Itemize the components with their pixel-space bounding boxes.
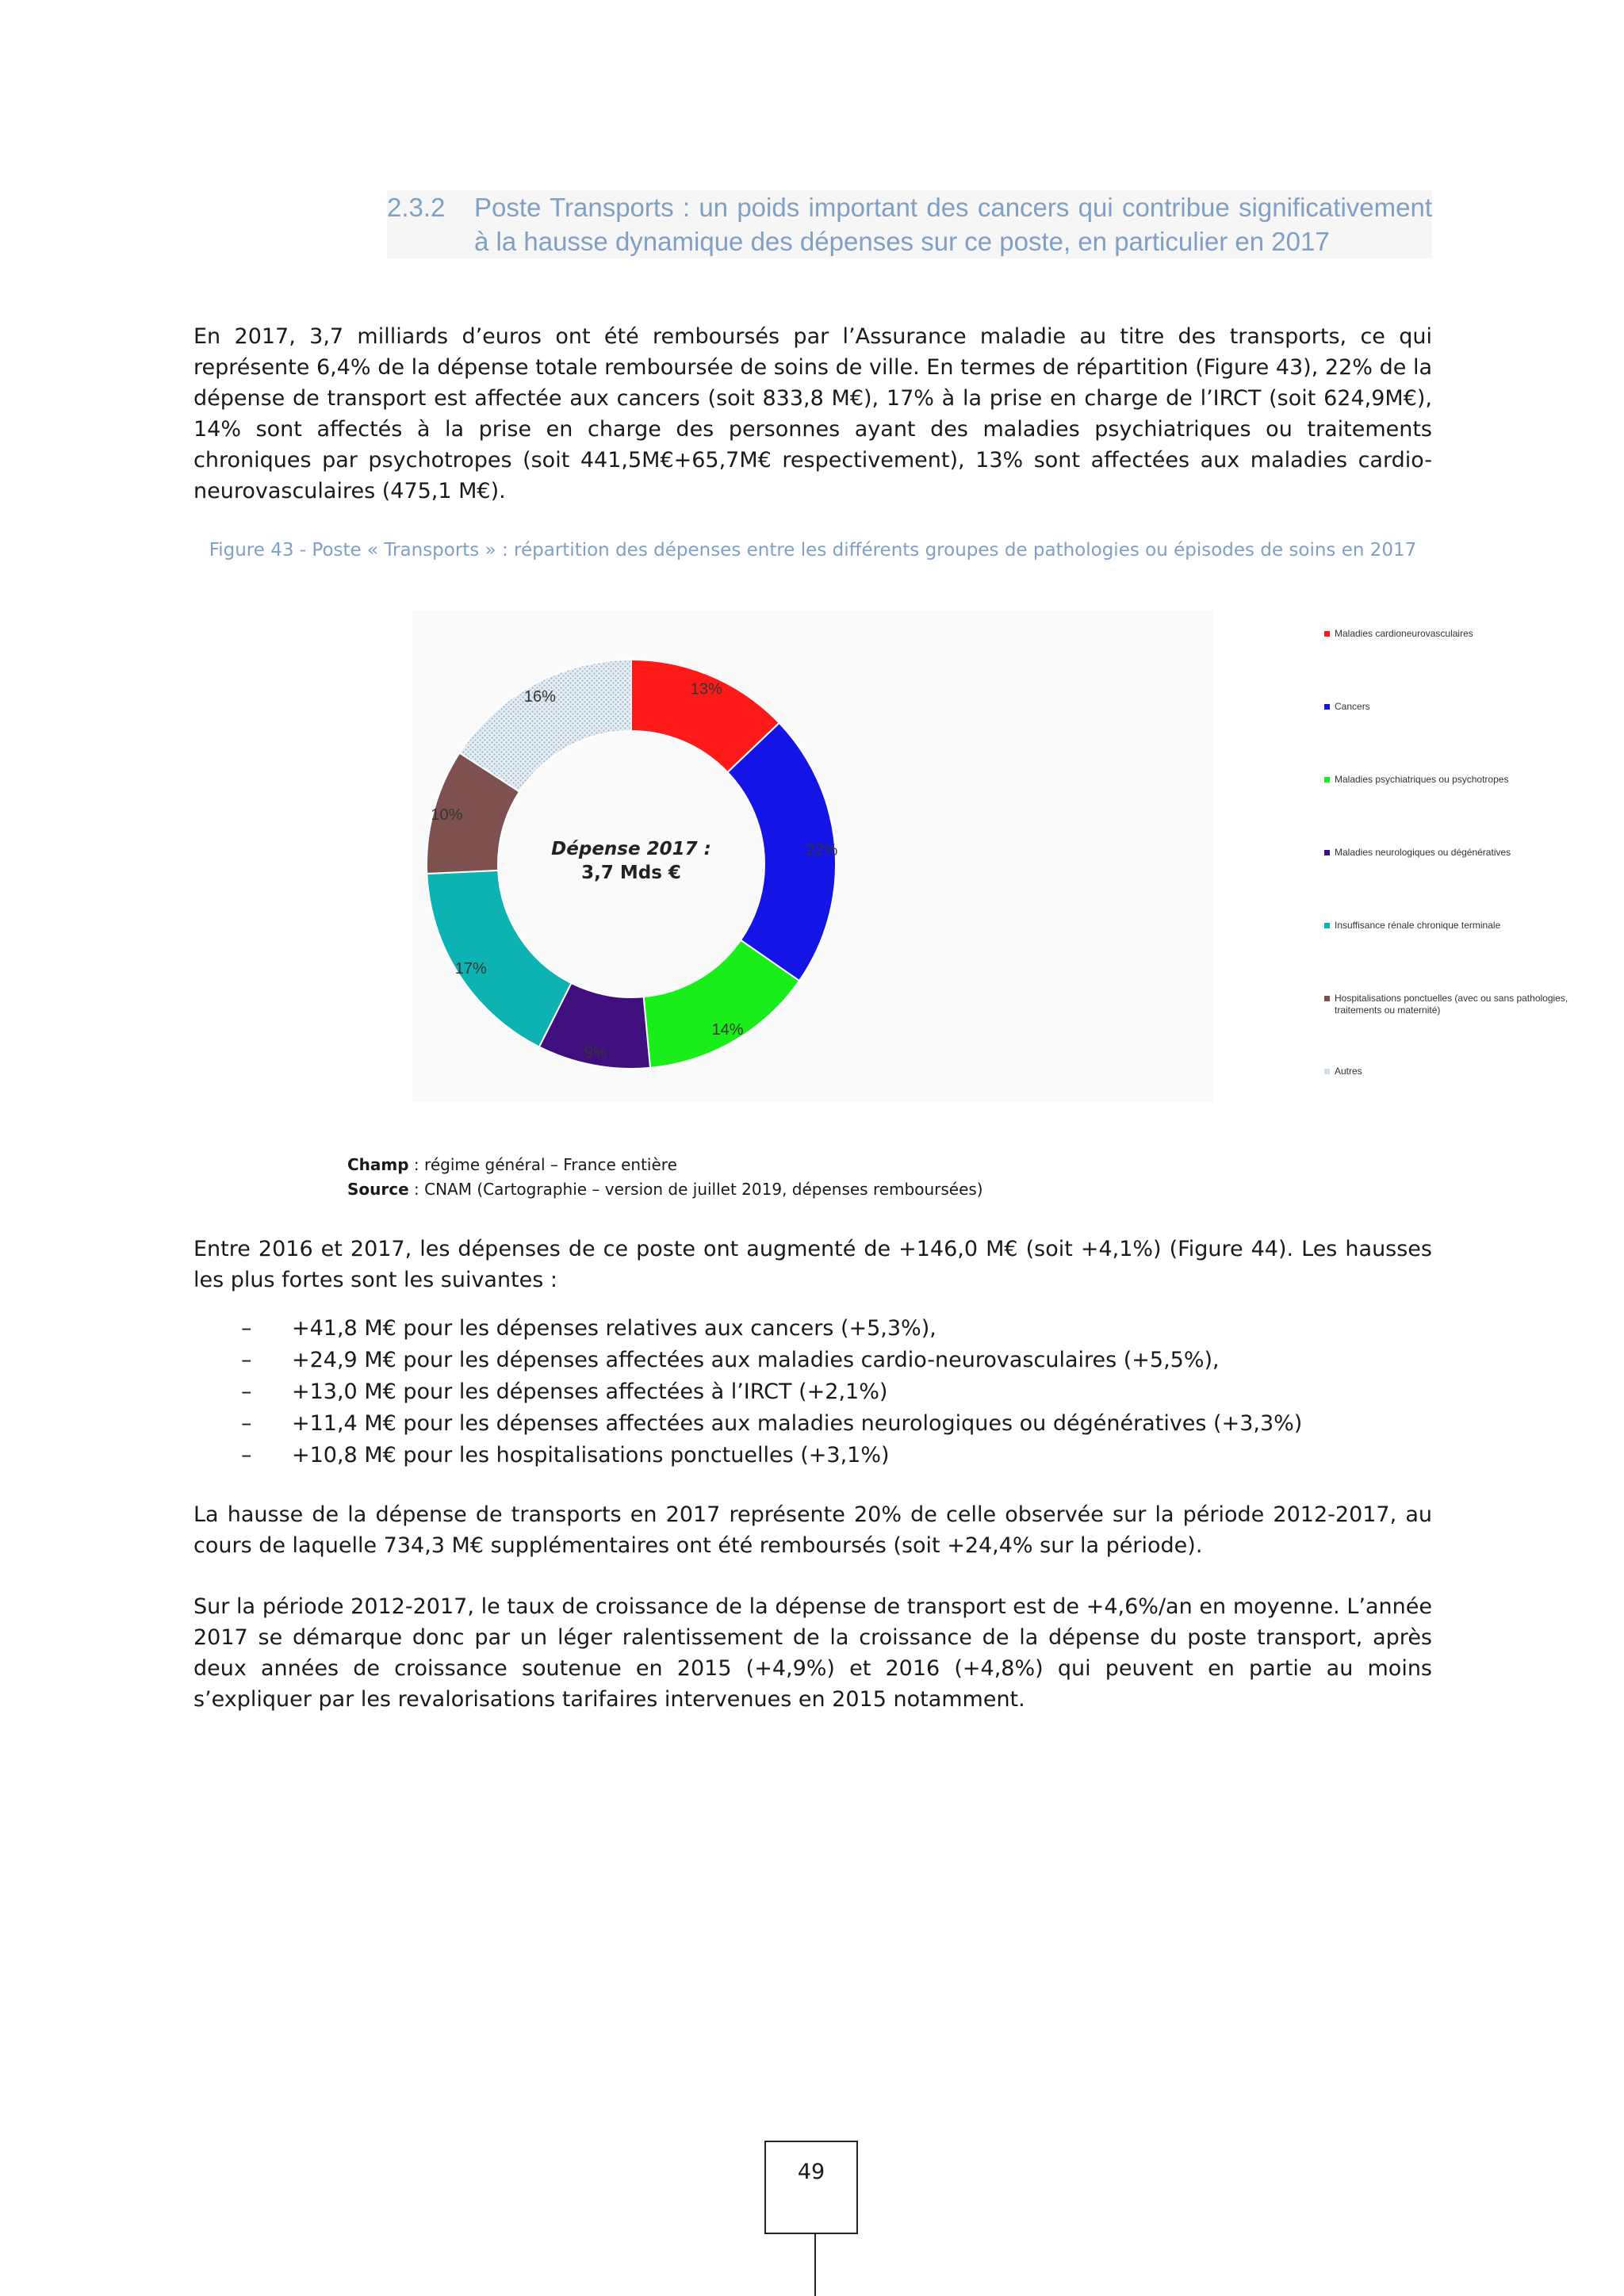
page-number-line bbox=[814, 2234, 816, 2296]
legend-item bbox=[1324, 628, 1594, 640]
list-item bbox=[241, 1376, 1431, 1408]
figure-caption: Figure 43 - Poste « Transports » : répartition des dépenses entre les différents groupes de pathologies ou épisodes de soins en 2017 bbox=[209, 540, 1417, 561]
section-heading bbox=[387, 190, 1432, 258]
champ-label: Champ bbox=[347, 1155, 409, 1174]
legend-item bbox=[1324, 993, 1594, 1016]
paragraph-intro: En 2017, 3,7 milliards d’euros ont été remboursés par l’Assurance maladie au titre des transports, ce qui représente 6,4% de la dépense totale remboursée de soins de ville. En termes de répartition (Figure 43), 22% de la dépense de transport est affectée aux cancers (soit 833,8 M€), 17% à la prise en charge de l’IRCT (soit 624,9M€), 14% sont affectés à la prise en charge des personnes ayant des maladies psychiatriques ou traitements chroniques par psychotropes (soit 441,5M€+65,7M€ respectivement), 13% sont affectées aux maladies cardio-neurovasculaires (475,1 M€). bbox=[193, 324, 1432, 503]
legend-label: Cancers bbox=[1335, 701, 1370, 712]
section-title: Poste Transports : un poids important des cancers qui contribue significativement à la hausse dynamique des dépenses sur ce poste, en particulier en 2017 bbox=[474, 193, 1432, 256]
donut-slice bbox=[427, 871, 571, 1047]
list-item-text: +41,8 M€ pour les dépenses relatives aux cancers (+5,3%), bbox=[292, 1316, 936, 1341]
slice-percent-label: 13% bbox=[690, 680, 722, 698]
legend-swatch bbox=[1324, 850, 1330, 855]
paragraph-evolution: Entre 2016 et 2017, les dépenses de ce poste ont augmenté de +146,0 M€ (soit +4,1%) (Figure 44). Les hausses les plus fortes sont les suivantes : bbox=[193, 1237, 1432, 1292]
dash-marker: – bbox=[241, 1411, 252, 1436]
donut-chart bbox=[412, 610, 1568, 1102]
slice-percent-label: 17% bbox=[454, 960, 487, 978]
paragraph-period: La hausse de la dépense de transports en 2017 représente 20% de celle observée sur la période 2012-2017, au cours de laquelle 734,3 M€ supplémentaires ont été remboursés (soit +24,4% sur la période). bbox=[193, 1502, 1432, 1558]
legend-item bbox=[1324, 847, 1594, 859]
legend-label: Insuffisance rénale chronique terminale bbox=[1335, 920, 1501, 931]
page-number: 49 bbox=[764, 2141, 858, 2234]
champ-text: : régime général – France entière bbox=[408, 1155, 677, 1174]
legend-item bbox=[1324, 701, 1594, 713]
slice-percent-label: 16% bbox=[523, 688, 556, 706]
figure-notes bbox=[347, 1153, 1299, 1202]
list-item bbox=[241, 1313, 1431, 1345]
champ-line bbox=[347, 1153, 1299, 1177]
dash-marker: – bbox=[241, 1316, 252, 1341]
legend-item bbox=[1324, 1066, 1594, 1077]
center-label-line1: Dépense 2017 : bbox=[551, 839, 711, 859]
slice-percent-label: 14% bbox=[711, 1021, 744, 1039]
list-item-text: +11,4 M€ pour les dépenses affectées aux maladies neurologiques ou dégénératives (+3,3%) bbox=[292, 1411, 1303, 1436]
list-item-text: +13,0 M€ pour les dépenses affectées à l’IRCT (+2,1%) bbox=[292, 1380, 888, 1404]
list-item bbox=[241, 1408, 1431, 1440]
paragraph-growth: Sur la période 2012-2017, le taux de croissance de la dépense de transport est de +4,6%/an en moyenne. L’année 2017 se démarque donc par un léger ralentissement de la croissance de la dépense du poste transport, après deux années de croissance soutenue en 2015 (+4,9%) et 2016 (+4,8%) qui peuvent en partie au moins s’expliquer par les revalorisations tarifaires intervenues en 2015 notamment. bbox=[193, 1594, 1432, 1712]
legend-label: Hospitalisations ponctuelles (avec ou sans pathologies, traitements ou maternité) bbox=[1335, 993, 1568, 1016]
source-line bbox=[347, 1177, 1299, 1202]
list-item bbox=[241, 1440, 1431, 1471]
list-item-text: +24,9 M€ pour les dépenses affectées aux maladies cardio-neurovasculaires (+5,5%), bbox=[292, 1348, 1220, 1372]
legend-label: Maladies cardioneurovasculaires bbox=[1335, 628, 1473, 639]
increase-list bbox=[241, 1313, 1431, 1471]
source-text: : CNAM (Cartographie – version de juillet 2019, dépenses remboursées) bbox=[408, 1180, 983, 1199]
legend-swatch bbox=[1324, 631, 1330, 637]
legend-swatch bbox=[1324, 777, 1330, 783]
legend-item bbox=[1324, 920, 1594, 932]
legend-swatch bbox=[1324, 996, 1330, 1001]
slice-percent-label: 10% bbox=[431, 806, 463, 825]
section-number: 2.3.2 bbox=[387, 193, 446, 222]
slice-percent-label: 22% bbox=[806, 841, 838, 859]
legend-label: Maladies psychiatriques ou psychotropes bbox=[1335, 774, 1509, 785]
legend-swatch bbox=[1324, 923, 1330, 928]
slice-percent-label: 9% bbox=[584, 1043, 607, 1062]
dash-marker: – bbox=[241, 1348, 252, 1372]
legend-label: Autres bbox=[1335, 1066, 1362, 1077]
legend-label: Maladies neurologiques ou dégénératives bbox=[1335, 847, 1511, 858]
list-item-text: +10,8 M€ pour les hospitalisations ponctuelles (+3,1%) bbox=[292, 1443, 890, 1468]
donut-chart-svg bbox=[412, 610, 1213, 1102]
source-label: Source bbox=[347, 1180, 409, 1199]
legend-item bbox=[1324, 774, 1594, 786]
center-label-line2: 3,7 Mds € bbox=[581, 863, 681, 883]
legend-swatch bbox=[1324, 1069, 1330, 1074]
dash-marker: – bbox=[241, 1380, 252, 1404]
dash-marker: – bbox=[241, 1443, 252, 1468]
legend-swatch bbox=[1324, 704, 1330, 710]
list-item bbox=[241, 1345, 1431, 1376]
